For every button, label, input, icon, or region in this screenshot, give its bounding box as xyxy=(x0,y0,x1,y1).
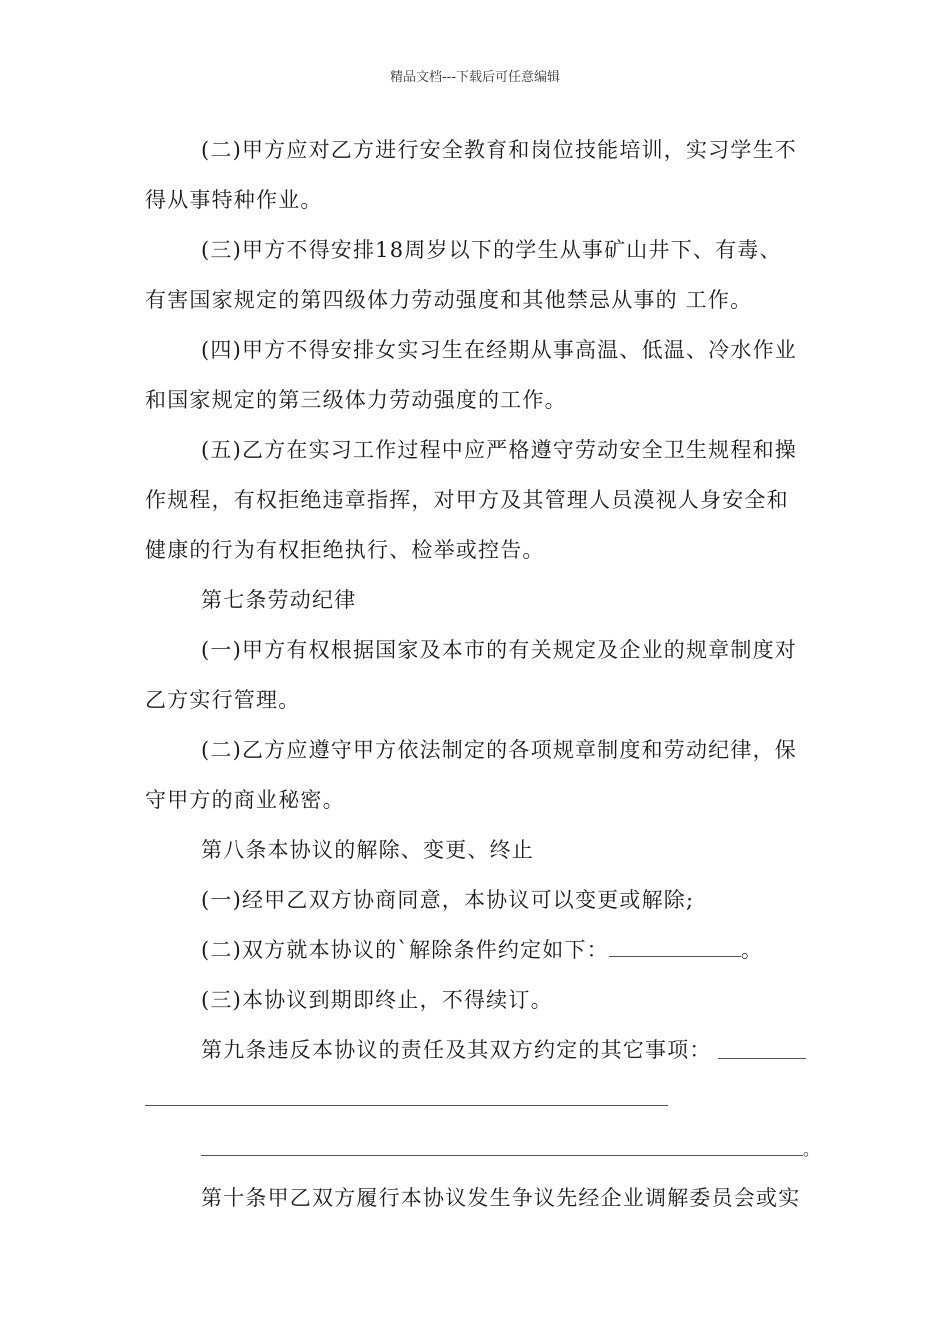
fill-in-blank xyxy=(718,1058,806,1059)
paragraph-line: (四)甲方不得安排女实习生在经期从事高温、低温、冷水作业 xyxy=(201,338,797,362)
paragraph-line: 乙方实行管理。 xyxy=(145,688,301,712)
section-heading: 第八条本协议的解除、变更、终止 xyxy=(201,838,534,862)
paragraph-line: 得从事特种作业。 xyxy=(145,188,323,212)
paragraph-line: (五)乙方在实习工作过程中应严格遵守劳动安全卫生规程和操 xyxy=(201,438,797,462)
paragraph-line: 作规程，有权拒绝违章指挥，对甲方及其管理人员漠视人身安全和 xyxy=(145,488,789,512)
paragraph-line: (三)甲方不得安排18周岁以下的学生从事矿山井下、有毒、 xyxy=(201,238,782,262)
section-heading: 第十条甲乙双方履行本协议发生争议先经企业调解委员会或实 xyxy=(201,1186,801,1210)
paragraph-line-with-blank xyxy=(201,936,763,964)
fill-in-blank xyxy=(609,938,741,957)
paragraph-line: (一)经甲乙双方协商同意，本协议可以变更或解除; xyxy=(201,888,695,912)
paragraph-line: (二)乙方应遵守甲方依法制定的各项规章制度和劳动纪律，保 xyxy=(201,738,797,762)
paragraph-line: (一)甲方有权根据国家及本市的有关规定及企业的规章制度对 xyxy=(201,638,797,662)
page-header: 精品文档---下载后可任意编辑 xyxy=(389,70,561,85)
fill-in-blank xyxy=(201,1155,803,1156)
paragraph-line: (二)甲方应对乙方进行安全教育和岗位技能培训，实习学生不 xyxy=(201,138,797,162)
paragraph-line: 守甲方的商业秘密。 xyxy=(145,788,345,812)
paragraph-line: 健康的行为有权拒绝执行、检举或控告。 xyxy=(145,538,545,562)
section-heading: 第九条违反本协议的责任及其双方约定的其它事项： xyxy=(201,1038,712,1062)
paragraph-line: (三)本协议到期即终止，不得续订。 xyxy=(201,988,553,1012)
paragraph-line: 有害国家规定的第四级体力劳动强度和其他禁忌从事的 工作。 xyxy=(145,288,753,312)
section-heading: 第七条劳动纪律 xyxy=(201,588,357,612)
paragraph-end-mark: 。 xyxy=(740,938,764,962)
fill-in-blank xyxy=(145,1105,668,1106)
paragraph-end-mark: 。 xyxy=(803,1140,821,1159)
paragraph-text: (二)双方就本协议的`解除条件约定如下： xyxy=(201,938,609,962)
paragraph-line: 和国家规定的第三级体力劳动强度的工作。 xyxy=(145,388,567,412)
